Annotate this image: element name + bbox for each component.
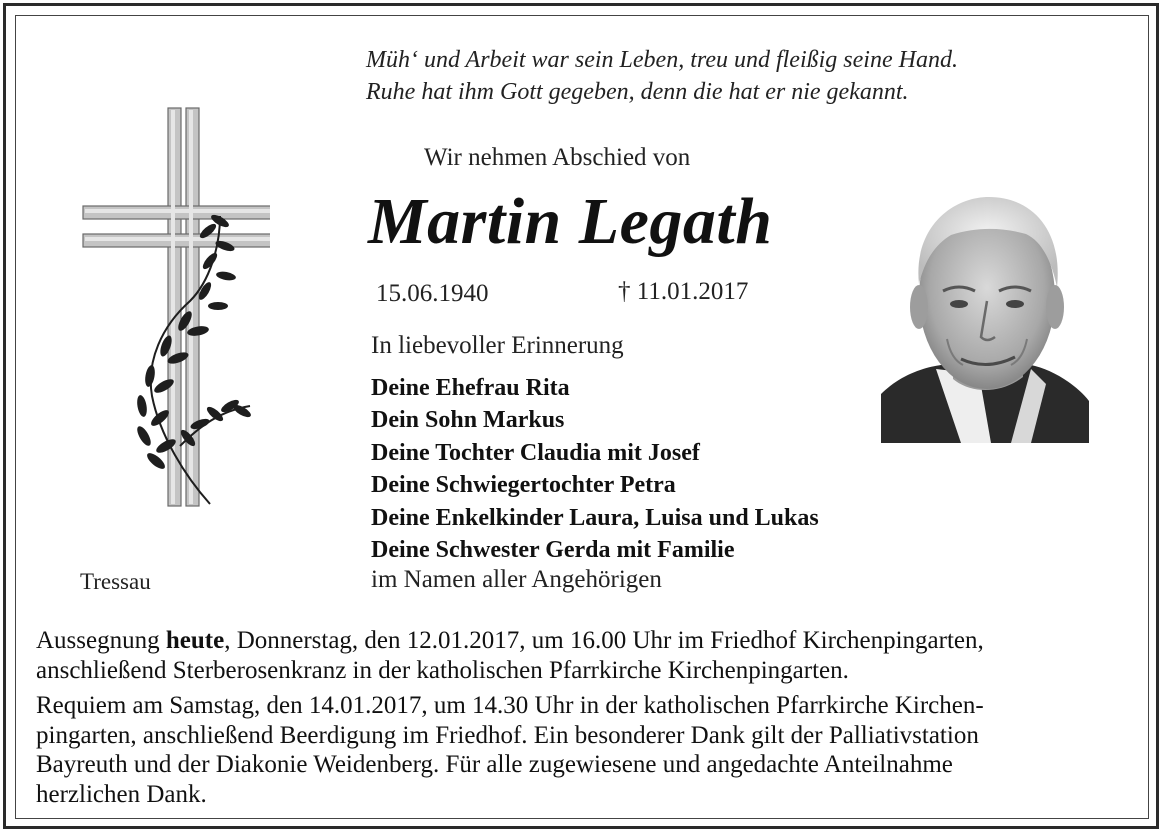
mourner-item: Deine Ehefrau Rita bbox=[371, 375, 570, 401]
today-emphasis: heute bbox=[165, 627, 225, 654]
requiem-line: pingarten, anschließend Beerdigung im Friedhof. Ein besonderer Dank gilt der Palliativstation bbox=[36, 721, 979, 749]
death-date: † 11.01.2017 bbox=[618, 278, 749, 305]
requiem-line: Bayreuth und der Diakonie Weidenberg. Für alle zugewiesene und angedachte Anteilnahme bbox=[36, 751, 953, 778]
mourner-item: Deine Enkelkinder Laura, Luisa und Lukas bbox=[371, 504, 819, 531]
birth-date: 15.06.1940 bbox=[376, 280, 489, 307]
verse-line: Ruhe hat ihm Gott gegeben, denn die hat er nie gekannt. bbox=[366, 79, 909, 105]
verse-line: Müh‘ und Arbeit war sein Leben, treu und fleißig seine Hand. bbox=[366, 47, 958, 73]
mourner-item: Dein Sohn Markus bbox=[371, 407, 565, 434]
obituary-card bbox=[3, 3, 1159, 829]
mourner-item: Deine Schwiegertochter Petra bbox=[371, 472, 676, 499]
service-text: , Donnerstag, den 12.01.2017, um 16.00 Uhr im Friedhof Kirchenpingarten, bbox=[224, 627, 984, 654]
mourners-list bbox=[371, 372, 819, 566]
place-name: Tressau bbox=[80, 569, 151, 594]
memory-line: In liebevoller Erinnerung bbox=[371, 332, 624, 359]
farewell-intro: Wir nehmen Abschied von bbox=[424, 144, 691, 171]
on-behalf-line: im Namen aller Angehörigen bbox=[371, 566, 662, 593]
requiem-line: herzlichen Dank. bbox=[36, 780, 207, 808]
cross-icon bbox=[80, 106, 270, 511]
deceased-name: Martin Legath bbox=[368, 185, 773, 258]
service-text: Aussegnung bbox=[36, 627, 166, 654]
mourner-item: Deine Schwester Gerda mit Familie bbox=[371, 537, 735, 564]
service-line bbox=[36, 626, 984, 656]
portrait-photo bbox=[881, 189, 1089, 443]
service-line: anschließend Sterberosenkranz in der katholischen Pfarrkirche Kirchenpingarten. bbox=[36, 656, 849, 684]
mourner-item: Deine Tochter Claudia mit Josef bbox=[371, 439, 700, 466]
service-details bbox=[36, 626, 984, 809]
requiem-line: Requiem am Samstag, den 14.01.2017, um 14.30 Uhr in der katholischen Pfarrkirche Kirchen- bbox=[36, 692, 984, 719]
verse bbox=[366, 44, 958, 108]
